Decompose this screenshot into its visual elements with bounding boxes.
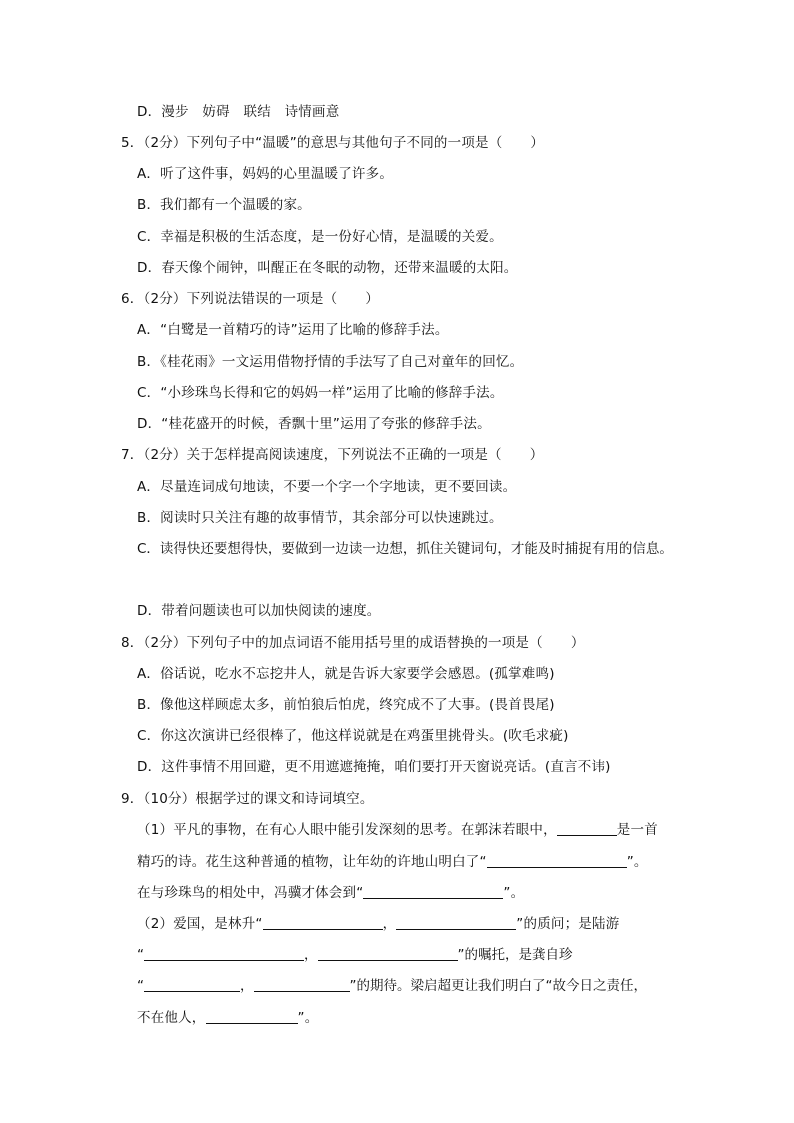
q9-part2-line4: [137, 1009, 318, 1027]
q5-option-c: C．幸福是积极的生活态度，是一份好心情，是温暖的关爱。: [137, 229, 503, 245]
q8-option-b: B．像他这样顾虑太多，前怕狼后怕虎，终究成不了大事。(畏首畏尾): [137, 697, 555, 713]
question-7-text: 7．（2分）关于怎样提高阅读速度，下列说法不正确的一项是（: [121, 447, 502, 463]
q7-option-b: B．阅读时只关注有趣的故事情节，其余部分可以快速跳过。: [137, 510, 503, 526]
q5-option-a: A．听了这件事，妈妈的心里温暖了许多。: [137, 166, 394, 182]
q9-part1-line1: [137, 821, 658, 839]
fill-blank-9[interactable]: [254, 977, 350, 992]
fill-blank-6[interactable]: [144, 946, 304, 961]
q9-part1-line2: [137, 853, 648, 871]
q6-option-d: D．“桂花盛开的时候，香飘十里”运用了夸张的修辞手法。: [137, 416, 491, 432]
fill-blank-8[interactable]: [144, 977, 240, 992]
q9-text: “: [137, 947, 144, 963]
q9-text: （2）爱国，是林升“: [137, 916, 263, 932]
fill-blank-4[interactable]: [263, 915, 383, 930]
fill-blank-7[interactable]: [318, 946, 458, 961]
q6-option-c: C．“小珍珠鸟长得和它的妈妈一样”运用了比喻的修辞手法。: [137, 385, 504, 401]
q9-part1-line3: [137, 884, 524, 902]
question-8: [121, 634, 585, 652]
q9-text: （1）平凡的事物，在有心人眼中能引发深刻的思考。在郭沫若眼中，: [137, 822, 557, 838]
q9-part2-line2: [137, 946, 573, 964]
q9-text: ”的嘱托，是龚自珍: [457, 947, 573, 963]
question-7-close: ）: [529, 447, 544, 463]
q8-option-a: A．俗话说，吃水不忘挖井人，就是告诉大家要学会感恩。(孤掌难鸣): [137, 666, 555, 682]
q9-text: 在与珍珠鸟的相处中，冯骥才体会到“: [137, 885, 364, 901]
q9-text: ”。: [626, 854, 648, 870]
q9-part2-line1: [137, 915, 619, 933]
q9-text: ，: [382, 916, 397, 932]
question-6-text: 6．（2分）下列说法错误的一项是（: [121, 291, 338, 307]
q9-text: ”的质问；是陆游: [516, 916, 620, 932]
fill-blank-10[interactable]: [206, 1009, 298, 1024]
q7-option-c: C．读得快还要想得快，要做到一边读一边想，抓住关键词句，才能及时捕捉有用的信息。: [137, 541, 673, 557]
q4-option-d: D．漫步 妨碍 联结 诗情画意: [137, 104, 340, 120]
question-6-close: ）: [365, 291, 380, 307]
q8-option-d: D．这件事情不用回避，更不用遮遮掩掩，咱们要打开天窗说亮话。(直言不讳): [137, 759, 611, 775]
q7-option-d: D．带着问题读也可以加快阅读的速度。: [137, 603, 381, 619]
question-5-close: ）: [530, 135, 545, 151]
q9-text: “: [137, 978, 144, 994]
fill-blank-5[interactable]: [396, 915, 516, 930]
fill-blank-1[interactable]: [557, 821, 617, 836]
q9-text: 不在他人，: [137, 1010, 206, 1026]
question-5: [121, 134, 544, 152]
q9-part2-line3: [137, 977, 647, 995]
question-8-close: ）: [570, 635, 585, 651]
question-5-text: 5．（2分）下列句子中“温暖”的意思与其他句子不同的一项是（: [121, 135, 503, 151]
q6-option-b: B．《桂花雨》一文运用借物抒情的手法写了自己对童年的回忆。: [137, 354, 524, 370]
question-8-text: 8．（2分）下列句子中的加点词语不能用括号里的成语替换的一项是（: [121, 635, 543, 651]
q9-text: ”的期待。梁启超更让我们明白了“故今日之责任，: [349, 978, 647, 994]
q5-option-b: B．我们都有一个温暖的家。: [137, 197, 311, 213]
q9-text: ”。: [503, 885, 525, 901]
question-7: [121, 446, 543, 464]
q9-text: ，: [304, 947, 318, 963]
q9-text: 精巧的诗。花生这种普通的植物，让年幼的许地山明白了“: [137, 854, 487, 870]
q9-text: 是一首: [616, 822, 658, 838]
q7-option-a: A．尽量连词成句地读，不要一个字一个字地读，更不要回读。: [137, 479, 517, 495]
q9-text: ”。: [297, 1010, 319, 1026]
q9-text: ，: [240, 978, 254, 994]
fill-blank-2[interactable]: [487, 853, 627, 868]
q5-option-d: D．春天像个闹钟，叫醒正在冬眠的动物，还带来温暖的太阳。: [137, 260, 518, 276]
question-9: 9．（10分）根据学过的课文和诗词填空。: [121, 791, 374, 807]
q6-option-a: A．“白鹭是一首精巧的诗”运用了比喻的修辞手法。: [137, 322, 449, 338]
question-6: [121, 290, 379, 308]
q8-option-c: C．你这次演讲已经很棒了，他这样说就是在鸡蛋里挑骨头。(吹毛求疵): [137, 728, 569, 744]
fill-blank-3[interactable]: [363, 884, 503, 899]
